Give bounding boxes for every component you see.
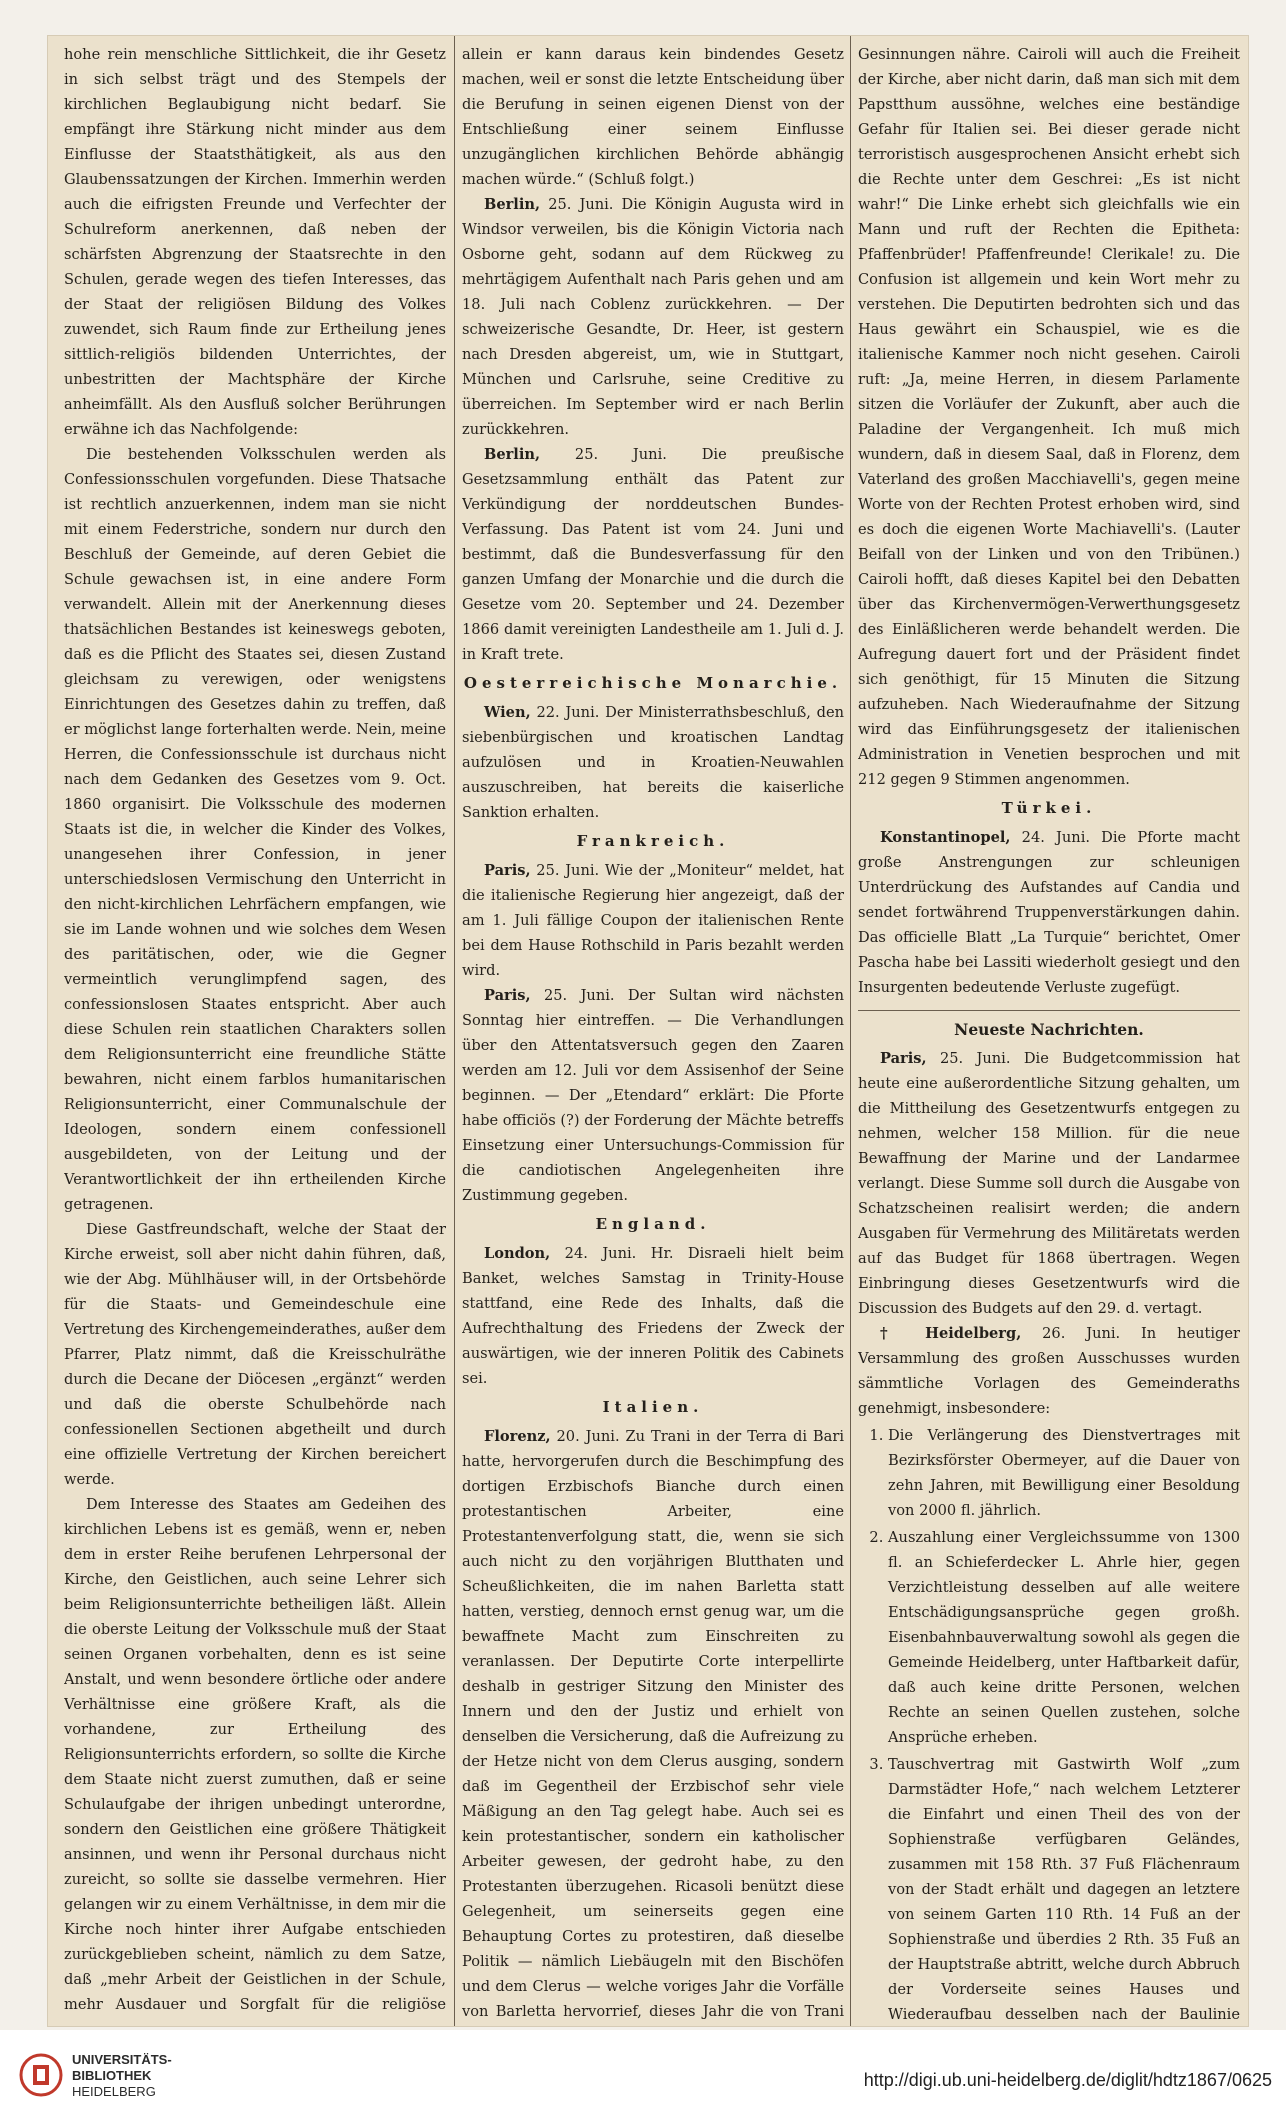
dateline-paragraph <box>858 1046 1240 1321</box>
library-logo[interactable] <box>12 2048 192 2104</box>
dateline-paragraph <box>858 1321 1240 1421</box>
dateline-place: Paris, <box>484 862 531 879</box>
dateline-paragraph <box>462 700 844 825</box>
dateline-paragraph <box>462 1424 844 2022</box>
article-paragraph: hohe rein menschliche Sittlichkeit, die ihr Gesetz in sich selbst trägt und des Stempels der kirchlichen Beglaubigung nicht bedarf. Sie empfängt ihre Stärkung nicht minder aus dem Einflusse der Staatsthätigkeit, als aus den Glaubenssatzungen der Kirchen. Immerhin werden auch die eifrigsten Freunde und Verfechter der Schulreform anerkennen, daß neben der schärfsten Abgrenzung der Staatsrechte in den Schulen, gerade wegen des tiefen Interesses, das der Staat der religiösen Bildung des Volkes zuwendet, sich Raum finde zur Ertheilung jenes sittlich-religiös bildenden Unterrichtes, der unbestritten der Machtsphäre der Kirche anheimfällt. Als den Ausfluß solcher Berührungen erwähne ich das Nachfolgende: <box>64 46 446 438</box>
dateline-place: Paris, <box>880 1050 927 1067</box>
dateline-paragraph <box>858 825 1240 1000</box>
dateline-place: Wien, <box>484 704 531 721</box>
library-name <box>72 2052 172 2100</box>
dateline-text: 25. Juni. Die Budgetcommission hat heute eine außerordentliche Sitzung gehalten, um die Mittheilung des Gesetzentwurfs entgegen zu nehmen, welcher 158 Million. für die neue Bewaffnung der Marine und der Landarmee verlangt. Diese Summe soll durch die Ausgabe von Schatzscheinen realisirt werden; die andern Ausgaben für Vermehrung des Militäretats werden auf das Budget für 1868 übertragen. Wegen Einbringung dieses Gesetzentwurfs wird die Discussion des Budgets auf den 29. d. vertagt. <box>858 1050 1240 1317</box>
article-paragraph: Dem Interesse des Staates am Gedeihen des kirchlichen Lebens ist es gemäß, wenn er, neben dem in erster Reihe berufenen Lehrpersonal der Kirche, den Geistlichen, auch seine Lehrer sich beim Religionsunterrichte betheiligen läßt. Allein die oberste Leitung der Volksschule muß der Staat seinen Organen vorbehalten, denn es ist seine Anstalt, und wenn besondere örtliche oder andere Verhältnisse eine größere Kraft, als die vorhandene, zur Ertheilung des Religionsunterrichts erfordern, so sollte die Kirche dem Staate nicht zuerst zumuthen, daß er seine Schulaufgabe der ihrigen unbedingt unterordne, sondern den Geistlichen eine größere Thätigkeit ansinnen, und wenn ihr Personal durchaus nicht zureicht, so sollte sie dasselbe vermehren. Hier gelangen wir zu einem Verhältnisse, in dem mir die Kirche noch hinter ihrer Aufgabe entschieden zurückgeblieben scheint, nämlich zu dem Satze, daß „mehr Arbeit der Geistlichen in der Schule, mehr Ausdauer und Sorgfalt für die religiöse <box>64 1496 446 2013</box>
dateline-text: 25. Juni. Die preußische Gesetzsammlung enthält das Patent zur Verkündigung der norddeutschen Bundes-Verfassung. Das Patent ist vom 24. Juni und bestimmt, daß die Bundesverfassung für den ganzen Umfang der Monarchie und die durch die Gesetze vom 20. September und 24. Dezember 1866 damit vereinigten Landestheile am 1. Juli d. J. in Kraft trete. <box>462 446 844 663</box>
section-heading: Italien. <box>602 1398 704 1416</box>
dateline-place: Florenz, <box>484 1428 551 1445</box>
section-heading: Frankreich. <box>576 832 730 850</box>
dateline-text: 24. Juni. Hr. Disraeli hielt beim Banket, welches Samstag in Trinity-House stattfand, eine Rede des Inhalts, daß die Aufrechthaltung des Friedens der Zweck der auswärtigen, wie der inneren Politik des Cabinets sei. <box>462 1245 844 1387</box>
list-item: 2. Auszahlung einer Vergleichssumme von 1300 fl. an Schieferdecker L. Ahrle hier, gegen Verzichtleistung desselben auf alle weitere Entschädigungsansprüche gegen großh. Eisenbahnbauverwaltung sowohl als gegen die Gemeinde Heidelberg, unter Haftbarkeit dafür, daß auch keine dritte Personen, welchen Rechte an seinen Quellen zustehen, solche Ansprüche erheben. <box>888 1525 1240 1750</box>
latest-news-heading: Neueste Nachrichten. <box>858 1010 1240 1042</box>
dateline-paragraph <box>462 192 844 442</box>
logo-line-1: UNIVERSITÄTS- <box>72 2052 172 2067</box>
dateline-place: † Heidelberg, <box>880 1325 1022 1342</box>
section-heading: Oesterreichische Monarchie. <box>463 674 843 692</box>
dateline-place: London, <box>484 1245 551 1262</box>
dateline-text: 25. Juni. Wie der „Moniteur“ meldet, hat die italienische Regierung hier angezeigt, daß der am 1. Juli fällige Coupon der italienischen Rente bei dem Hause Rothschild in Paris bezahlt werden wird. <box>462 862 844 979</box>
section-heading: England. <box>595 1215 711 1233</box>
dateline-place: Berlin, <box>484 196 541 213</box>
article-paragraph: allein er kann daraus kein bindendes Gesetz machen, weil er sonst die letzte Entscheidung über die Berufung in seinen eigenen Dienst von der Entschließung einer seinem Einflusse unzugänglichen kirchlichen Behörde abhängig machen würde.“ (Schluß folgt.) <box>462 46 844 188</box>
dateline-place: Paris, <box>484 987 531 1004</box>
article-paragraph: Die bestehenden Volksschulen werden als Confessionsschulen vorgefunden. Diese Thatsache ist rechtlich anzuerkennen, indem man sie nicht mit einem Federstriche, sondern nur durch den Beschluß der Gemeinde, auf deren Gebiet die Schule gewachsen ist, in eine andere Form verwandelt. Allein mit der Anerkennung dieses thatsächlichen Bestandes ist keineswegs geboten, daß es die Pflicht des Staates sei, diesen Zustand gleichsam zu verewigen, oder wenigstens Einrichtungen des Gesetzes dahin zu treffen, daß er möglichst lange forterhalten werde. Nein, meine Herren, die Confessionsschule ist durchaus nicht nach dem Gedanken des Gesetzes vom 9. Oct. 1860 organisirt. Die Volksschule des modernen Staats ist die, in welcher die Kinder des Volkes, unangesehen ihrer Confession, in jener unterschiedslosen Vermischung den Unterricht in den nicht-kirchlichen Lehrfächern empfangen, wie sie im Lande wohnen und wie solches dem Wesen des paritätischen, oder, wie die Gegner vermeintlich verunglimpfend sagen, des confessionslosen Staates entspricht. Aber auch diese Schulen rein staatlichen Charakters sollen dem Religionsunterricht eine freundliche Stätte bewahren, nicht einem farblos humanitarischen Religionsunterricht, einer Communalschule der Ideologen, sondern einem confessionell ausgebildeten, von der Leitung und der Verantwortlichkeit der ihn ertheilenden Kirche getragenen. <box>64 446 446 1213</box>
column-1 <box>64 42 446 2022</box>
footer-bar <box>0 2030 1286 2114</box>
column-3 <box>858 42 1240 2022</box>
dateline-paragraph <box>462 858 844 983</box>
column-rule <box>850 36 851 2026</box>
dateline-text: 22. Juni. Der Ministerrathsbeschluß, den siebenbürgischen und kroatischen Landtag aufzulösen und in Kroatien-Neuwahlen auszuschreiben, hat bereits die kaiserliche Sanktion erhalten. <box>462 704 844 821</box>
dateline-text: 24. Juni. Die Pforte macht große Anstrengungen zur schleunigen Unterdrückung des Aufstandes auf Candia und sendet fortwährend Truppenverstärkungen dahin. Das officielle Blatt „La Turquie“ berichtet, Omer Pascha habe bei Lassiti wiederholt gesiegt und den Insurgenten bedeutende Verluste zugefügt. <box>858 829 1240 996</box>
dateline-text: 26. Juni. In heutiger Versammlung des großen Ausschusses wurden sämmtliche Vorlagen des Gemeinderaths genehmigt, insbesondere: <box>858 1325 1240 1417</box>
article-paragraph: Diese Gastfreundschaft, welche der Staat der Kirche erweist, soll aber nicht dahin führen, daß, wie der Abg. Mühlhäuser will, in der Ortsbehörde für die Staats- und Gemeindeschule eine Vertretung des Kirchengemeinderathes, außer dem Pfarrer, Platz nimmt, daß die Kreisschulräthe durch die Decane der Diöcesen „ergänzt“ werden und daß die oberste Schulbehörde nach confessionellen Sectionen abgetheilt und durch eine offizielle Vertretung der Kirchen bereichert werde. <box>64 1221 446 1488</box>
newspaper-page <box>48 36 1248 2026</box>
dateline-text: 20. Juni. Zu Trani in der Terra di Bari hatte, hervorgerufen durch die Beschimpfung des dortigen Erzbischofs Bianche durch einen protestantischen Arbeiter, eine Protestantenverfolgung statt, die, wenn sie sich auch nicht zu den vorjährigen Blutthaten und Scheußlichkeiten, die im nahen Barletta statt hatten, verstieg, dennoch ernst genug war, um die bewaffnete Macht zum Einschreiten zu veranlassen. Der Deputirte Corte interpellirte deshalb in gestriger Sitzung den Minister des Innern und den der Justiz und erhielt von denselben die Versicherung, daß die Aufreizung zu der Hetze nicht von dem Clerus ausging, sondern daß im Gegentheil der Erzbischof sehr viele Mäßigung an den Tag gelegt habe. Auch sei es kein protestantischer, sondern ein katholischer Arbeiter gewesen, der gedroht habe, zu den Protestanten überzugehen. Ricasoli benützt diese Gelegenheit, um seinerseits gegen eine Behauptung Cortes zu protestiren, daß dieselbe Politik — nämlich Liebäugeln mit den Bischöfen und dem Clerus — welche voriges Jahr die Vorfälle von Barletta hervorrief, dieses Jahr die von Trani <box>462 1428 844 2020</box>
section-heading: Türkei. <box>1001 799 1097 817</box>
dateline-paragraph <box>462 442 844 667</box>
library-seal-icon <box>18 2052 64 2098</box>
resolution-list <box>858 1423 1240 2022</box>
dateline-text: 25. Juni. Der Sultan wird nächsten Sonntag hier eintreffen. — Die Verhandlungen über den Attentatsversuch gegen den Zaaren werden am 12. Juli vor dem Assisenhof der Seine beginnen. — Der „Etendard“ erklärt: Die Pforte habe officiös (?) der Forderung der Mächte betreffs Einsetzung einer Untersuchungs-Commission für die candiotischen Angelegenheiten ihre Zustimmung gegeben. <box>462 987 844 1204</box>
article-paragraph: Gesinnungen nähre. Cairoli will auch die Freiheit der Kirche, aber nicht darin, daß man sich mit dem Papstthum aussöhne, welches eine beständige Gefahr für Italien sei. Bei dieser gerade nicht terroristisch ausgesprochenen Ansicht erhebt sich die Rechte unter dem Geschrei: „Es ist nicht wahr!“ Die Linke erhebt sich gleichfalls wie ein Mann und ruft der Rechten die Epitheta: Pfaffenbrüder! Pfaffenfreunde! Clerikale! zu. Die Confusion ist allgemein und kein Wort mehr zu verstehen. Die Deputirten bedrohten sich und das Haus gewährt ein Schauspiel, wie es die italienische Kammer noch nicht gesehen. Cairoli ruft: „Ja, meine Herren, in diesem Parlamente sitzen die Vorläufer der Zukunft, aber auch die Paladine der Vergangenheit. Ich muß mich wundern, daß in diesem Saal, daß in Florenz, dem Vaterland des großen Macchiavelli's, gegen meine Worte von der Rechten Protest erhoben wird, sind es doch die eigenen Worte Machiavelli's. (Lauter Beifall von der Linken und von den Tribünen.) Cairoli hofft, daß dieses Kapitel bei den Debatten über das Kirchenvermögen-Verwerthungsgesetz des Einläßlicheren werde behandelt werden. Die Aufregung dauert fort und der Präsident findet sich genöthigt, für 15 Minuten die Sitzung aufzuheben. Nach Wiederaufnahme der Sitzung wird das Einführungsgesetz der italienischen Administration in Venetien besprochen und mit 212 gegen 9 Stimmen angenommen. <box>858 46 1240 788</box>
column-2 <box>462 42 844 2022</box>
dateline-paragraph <box>462 1241 844 1391</box>
logo-line-2: BIBLIOTHEK <box>72 2068 152 2083</box>
dateline-text: 25. Juni. Die Königin Augusta wird in Windsor verweilen, bis die Königin Victoria nach Osborne geht, sodann auf dem Rückweg zu mehrtägigem Aufenthalt nach Paris gehen und am 18. Juli nach Coblenz zurückkehren. — Der schweizerische Gesandte, Dr. Heer, ist gestern nach Dresden abgereist, um, wie in Stuttgart, München und Carlsruhe, seine Creditive zu überreichen. Im September wird er nach Berlin zurückkehren. <box>462 196 844 438</box>
list-item: 3. Tauschvertrag mit Gastwirth Wolf „zum Darmstädter Hofe,“ nach welchem Letzterer die Einfahrt und einen Theil des von der Sophienstraße verfügbaren Geländes, zusammen mit 158 Rth. 37 Fuß Flächenraum von der Stadt erhält und dagegen an letztere von seinem Garten 110 Rth. 14 Fuß an der Sophienstraße und überdies 2 Rth. 35 Fuß an der Hauptstraße abtritt, welche durch Abbruch der Vorderseite seines Hauses und Wiederaufbau desselben nach der Baulinie <box>888 1752 1240 2022</box>
dateline-paragraph <box>462 983 844 1208</box>
dateline-place: Berlin, <box>484 446 541 463</box>
list-item: 1. Die Verlängerung des Dienstvertrages mit Bezirksförster Obermeyer, auf die Dauer von zehn Jahren, mit Bewilligung einer Besoldung von 2000 fl. jährlich. <box>888 1423 1240 1523</box>
column-rule <box>454 36 455 2026</box>
dateline-place: Konstantinopel, <box>880 829 1011 846</box>
permalink-url[interactable]: http://digi.ub.uni-heidelberg.de/diglit/hdtz1867/0625 <box>863 2070 1272 2090</box>
logo-line-3: HEIDELBERG <box>72 2084 156 2099</box>
